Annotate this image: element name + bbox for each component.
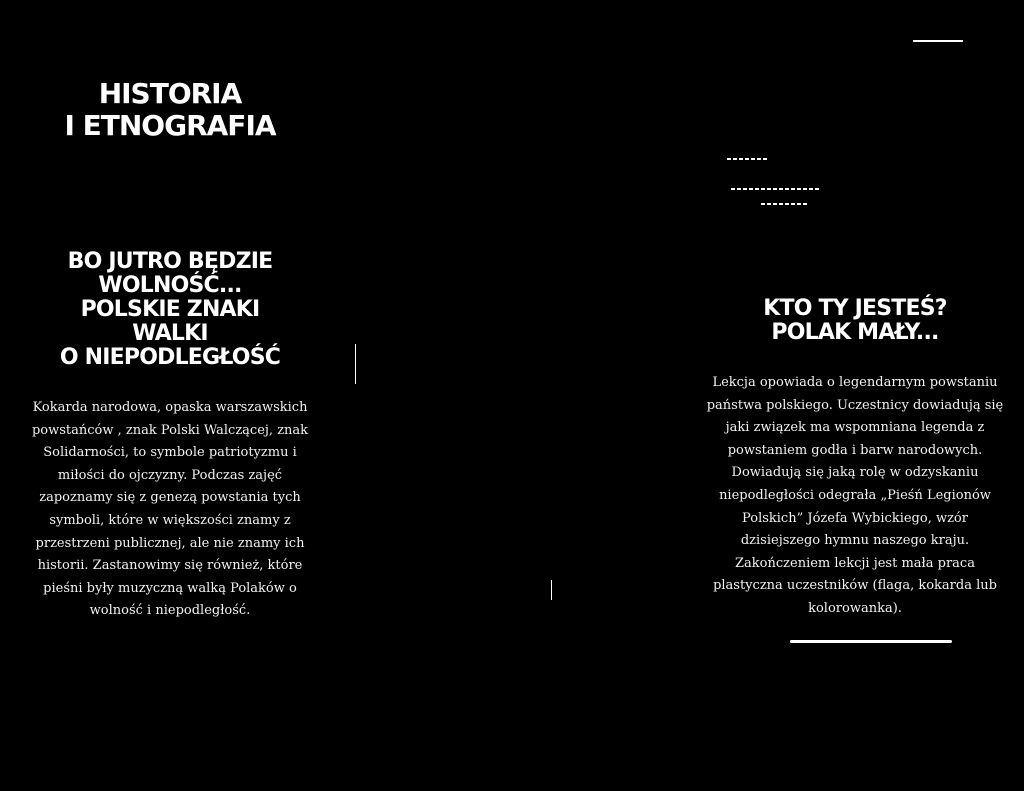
right-body-line: kolorowanka).: [808, 600, 902, 616]
center-divider-mark-top: [355, 344, 356, 384]
left-body-line: miłości do ojczyzny. Podczas zajęć: [57, 467, 283, 483]
left-body-line: Kokarda narodowa, opaska warszawskich: [32, 400, 308, 415]
left-body-line: wolność i niepodległość.: [89, 603, 251, 619]
right-body-line: Dowiadują się jaką rolę w odzyskaniu: [731, 465, 979, 481]
decor-dash-line: [761, 203, 807, 205]
page-title-line-2: I ETNOGRAFIA: [64, 109, 276, 142]
right-body-line: dzisiejszego hymnu naszego kraju.: [740, 533, 970, 549]
left-body-line: symboli, które w większości znamy z: [49, 512, 291, 528]
left-body-line: Solidarności, to symbole patriotyzmu i: [43, 445, 297, 461]
left-heading-line: WALKI: [132, 321, 208, 346]
left-section-heading: [0, 250, 340, 370]
left-heading-line: WOLNOŚĆ...: [98, 273, 242, 298]
right-heading-line: KTO TY JESTEŚ?: [763, 296, 947, 321]
right-body-line: Polskich” Józefa Wybickiego, wzór: [742, 510, 968, 526]
left-body-line: zapoznamy się z genezą powstania tych: [39, 490, 301, 506]
right-body-line: jaki związek ma wspomniana legenda z: [725, 420, 985, 436]
right-heading-line: POLAK MAŁY...: [771, 320, 939, 345]
left-heading-line: BO JUTRO BĘDZIE: [67, 249, 273, 274]
right-body-line: Zakończeniem lekcji jest mała praca: [735, 555, 975, 571]
right-section-heading: [700, 297, 1010, 345]
center-divider-mark-bottom: [551, 580, 552, 600]
left-body-line: historii. Zastanowimy się również, które: [37, 558, 303, 574]
decor-dash-line: [731, 188, 819, 190]
left-body-line: przestrzeni publicznej, ale nie znamy ich: [35, 535, 305, 551]
left-heading-line: POLSKIE ZNAKI: [80, 297, 260, 322]
right-body-line: powstaniem godła i barw narodowych.: [727, 442, 983, 458]
top-right-decor-line: [913, 40, 963, 42]
left-body-line: pieśni były muzyczną walką Polaków o: [43, 580, 297, 596]
left-body-line: powstańców , znak Polski Walczącej, znak: [31, 422, 309, 438]
right-body-line: plastyczna uczestników (flaga, kokarda lub: [713, 578, 997, 594]
page-title-line-1: HISTORIA: [98, 77, 242, 110]
right-body-line: niepodległości odegrała „Pieśń Legionów: [719, 487, 991, 503]
page-title: [0, 78, 340, 142]
right-body-line: Lekcja opowiada o legendarnym powstaniu: [712, 375, 998, 390]
right-body-line: państwa polskiego. Uczestnicy dowiadują się: [706, 397, 1004, 413]
decor-dash-line: [727, 158, 769, 160]
left-section-body: [20, 397, 320, 623]
bottom-right-underline: [790, 640, 952, 643]
left-heading-line: O NIEPODLEGŁOŚĆ: [59, 345, 281, 370]
right-section-body: [700, 372, 1010, 621]
